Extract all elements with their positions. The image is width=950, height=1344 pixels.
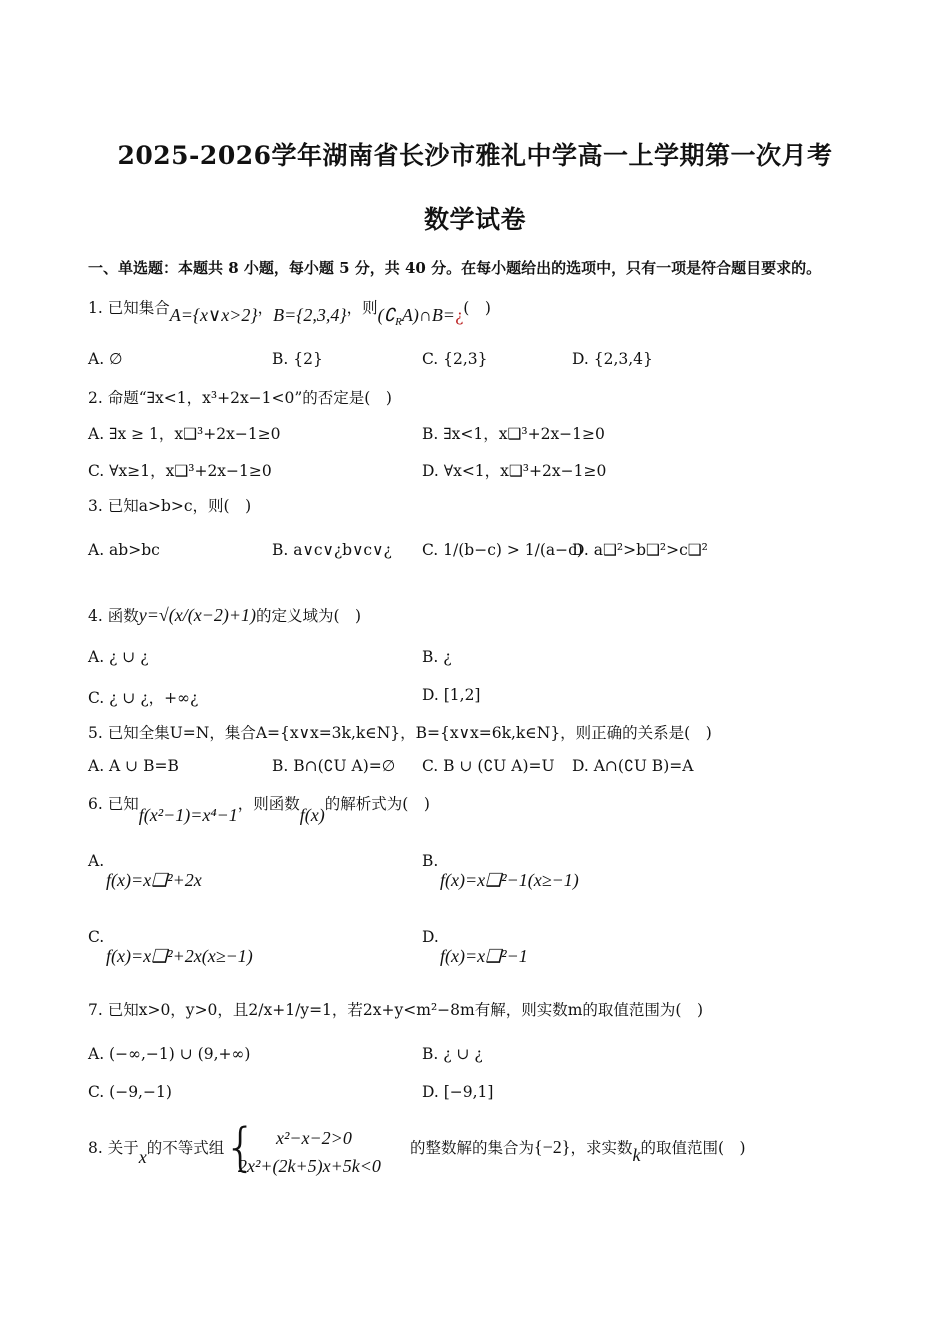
q4-function-formula: y=√(x/(x−2)+1) — [138, 605, 256, 625]
question-5-stem: 5. 已知全集U=N，集合A={x∨x=3k,k∈N}，B={x∨x=6k,k∈N}，则正确的关系是( ) — [88, 724, 712, 742]
question-6-stem: 6. 已知f(x²−1)=x⁴−1，则函数f(x)的解析式为( ) — [88, 795, 430, 825]
q2-option-b: B. ∃x<1，x❑³+2x−1≥0 — [422, 425, 605, 443]
q1-option-d: D. {2,3,4} — [572, 350, 653, 368]
q7-option-b: B. ¿ ∪ ¿ — [422, 1045, 483, 1063]
q7-option-d: D. [−9,1] — [422, 1083, 494, 1101]
q6-option-d: D. f(x)=x❑²−1 — [422, 928, 528, 966]
question-2-stem: 2. 命题“∃x<1，x³+2x−1<0”的否定是( ) — [88, 389, 392, 407]
q4-option-a: A. ¿ ∪ ¿ — [88, 648, 149, 666]
q2-option-d: D. ∀x<1，x❑³+2x−1≥0 — [422, 462, 607, 480]
question-8-stem-rest: 的整数解的集合为{−2}，求实数k的取值范围( ) — [410, 1137, 746, 1165]
q1-option-a: A. ∅ — [88, 350, 123, 368]
q7-option-a: A. (−∞,−1) ∪ (9,+∞) — [88, 1045, 251, 1063]
exam-title-line1: 2025-2026学年湖南省长沙市雅礼中学高一上学期第一次月考 — [117, 141, 833, 170]
question-4-stem: 4. 函数y=√(x/(x−2)+1)的定义域为( ) — [88, 605, 362, 625]
q2-option-c: C. ∀x≥1，x❑³+2x−1≥0 — [88, 462, 272, 480]
question-8-stem: 8. 关于x的不等式组 — [88, 1139, 225, 1167]
q2-option-a: A. ∃x ≥ 1，x❑³+2x−1≥0 — [88, 425, 281, 443]
system-brace: { — [224, 1118, 258, 1178]
question-7-stem: 7. 已知x>0，y>0，且2/x+1/y=1，若2x+y<m²−8m有解，则实数m的取值范围为( ) — [88, 1001, 703, 1019]
question-3-stem: 3. 已知a>b>c，则( ) — [88, 497, 252, 515]
q6-option-b: B. f(x)=x❑²−1(x≥−1) — [422, 852, 579, 890]
q8-inequality-1: x²−x−2>0 — [276, 1128, 352, 1148]
q5-option-a: A. A ∪ B=B — [88, 757, 179, 775]
exam-title-line2: 数学试卷 — [423, 205, 526, 234]
q4-option-c: C. ¿ ∪ ¿，+∞¿ — [88, 689, 199, 707]
q6-option-a: A. f(x)=x❑²+2x — [88, 852, 202, 890]
q3-option-b: B. a∨c∨¿b∨c∨¿ — [272, 541, 392, 559]
section-heading: 一、单选题：本题共 8 小题，每小题 5 分，共 40 分。在每小题给出的选项中，只有一项是符合题目要求的。 — [88, 259, 822, 277]
q3-option-a: A. ab>bc — [88, 541, 160, 559]
q8-inequality-2: 2x²+(2k+5)x+5k<0 — [238, 1156, 381, 1176]
q5-option-b: B. B∩(∁U A)=∅ — [272, 757, 396, 775]
q4-option-b: B. ¿ — [422, 648, 452, 666]
q1-option-c: C. {2,3} — [422, 350, 488, 368]
q5-option-c: C. B ∪ (∁U A)=U — [422, 757, 555, 775]
q1-option-b: B. {2} — [272, 350, 323, 368]
q3-option-d: D. a❑²>b❑²>c❑² — [572, 541, 708, 559]
q6-option-c: C. f(x)=x❑²+2x(x≥−1) — [88, 928, 253, 966]
q7-option-c: C. (−9,−1) — [88, 1083, 172, 1101]
q3-option-c: C. 1/(b−c) > 1/(a−c) — [422, 541, 583, 559]
question-1-stem: 1. 已知集合A={x∨x>2}，B={2,3,4}，则$(∁_RA)\cap B=¿$( ) — [88, 299, 491, 329]
q5-option-d: D. A∩(∁U B)=A — [572, 757, 694, 775]
q4-option-d: D. [1,2] — [422, 686, 481, 704]
